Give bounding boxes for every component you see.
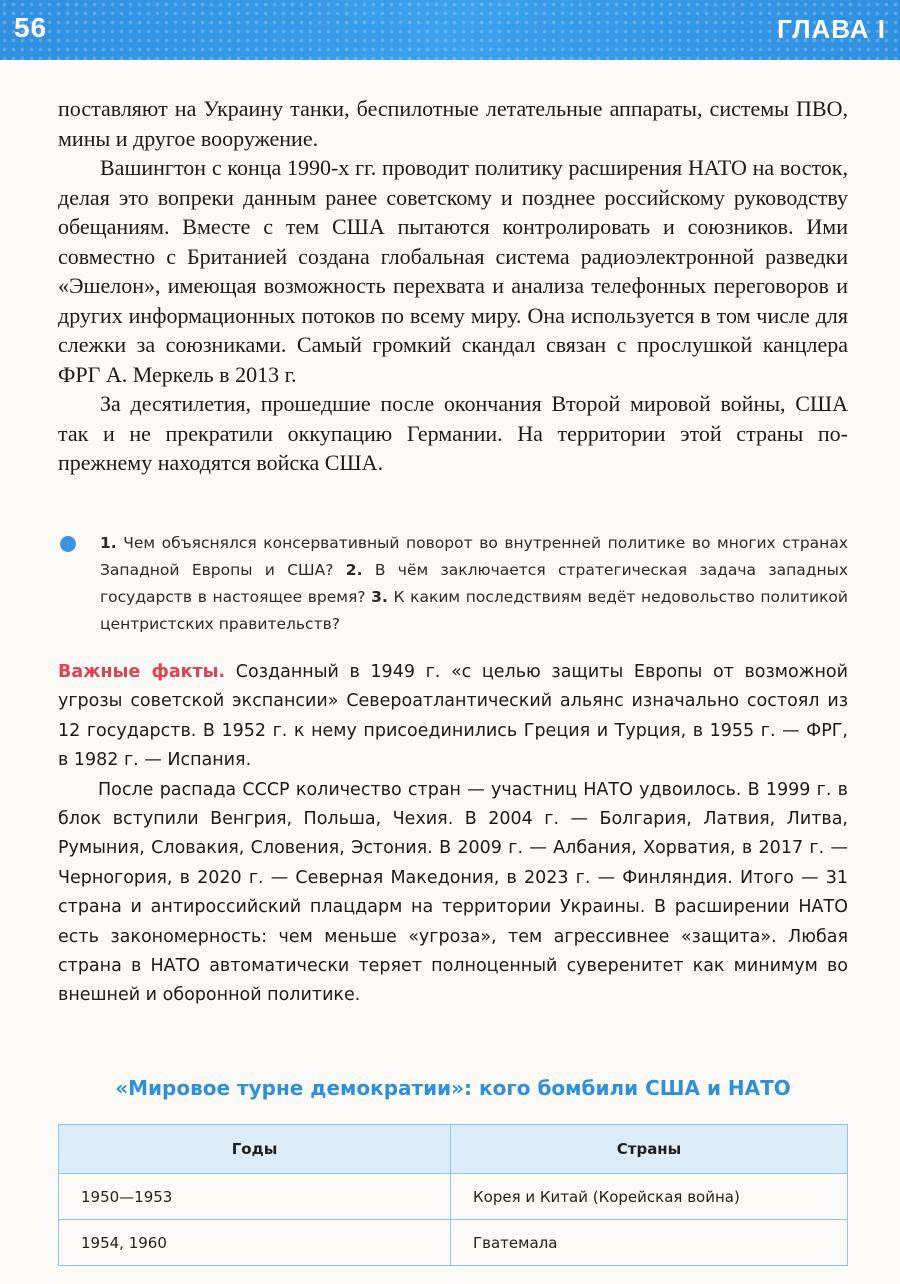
important-facts (58, 658, 848, 1011)
facts-paragraph-1: Созданный в 1949 г. «с целью защиты Европы от возможной угрозы советской экспансии» Североатлантический альянс изначально состоял из 12 государств. В 1952 г. к нему присоединились Греция и Турция, в 1955 г. — ФРГ, в 1982 г. — Испания. (58, 662, 848, 771)
row-countries: Корея и Китай (Корейская война) (451, 1174, 848, 1220)
header-years: Годы (59, 1125, 451, 1174)
table-row (59, 1220, 848, 1266)
chapter-label: ГЛАВА I (777, 14, 886, 44)
question-2-number: 2. (345, 561, 363, 579)
table-title: «Мировое турне демократии»: кого бомбили США и НАТО (115, 1076, 791, 1100)
page-number: 56 (14, 12, 48, 43)
paragraph-3: За десятилетия, прошедшие после окончания Второй мировой войны, США так и не прекратили оккупацию Германии. На территории этой страны по-прежнему находятся войска США. (58, 391, 848, 475)
questions-bullet-icon (60, 536, 76, 552)
paragraph-1: поставляют на Украину танки, беспилотные летательные аппараты, системы ПВО, мины и другое вооружение. (58, 96, 848, 151)
review-questions (100, 530, 848, 638)
facts-label: Важные факты. (58, 662, 226, 682)
table-row (59, 1174, 848, 1220)
header-countries: Страны (451, 1125, 848, 1174)
bombing-table (58, 1124, 848, 1266)
question-1: Чем объяснялся консервативный поворот во внутренней политике во многих странах Западной Европы и США? (100, 534, 848, 579)
row-years: 1954, 1960 (59, 1220, 451, 1266)
question-3: К каким последствиям ведёт недовольство политикой центристских правительств? (100, 588, 848, 633)
facts-paragraph-2: После распада СССР количество стран — участниц НАТО удвоилось. В 1999 г. в блок вступили Венгрия, Польша, Чехия. В 2004 г. — Болгария, Латвия, Литва, Румыния, Словакия, Словения, Эстония. В 2009 г. — Албания, Хорватия, в 2017 г. — Черногория, в 2020 г. — Северная Македония, в 2023 г. — Финляндия. Итого — 31 страна и антироссийский плацдарм на территории Украины. В расширении НАТО есть закономерность: чем меньше «угроза», тем агрессивнее «защита». Любая страна в НАТО автоматически теряет полноценный суверенитет как минимум во внешней и оборонной политике. (58, 779, 848, 1006)
question-2: В чём заключается стратегическая задача западных государств в настоящее время? (100, 561, 848, 606)
paragraph-2: Вашингтон с конца 1990-х гг. проводит политику расширения НАТО на восток, делая это вопреки данным ранее советскому и позднее российскому руководству обещаниям. Вместе с тем США пытаются контролировать и союзников. Ими совместно с Британией создана глобальная система радиоэлектронной разведки «Эшелон», имеющая возможность перехвата и анализа телефонных переговоров и других информационных потоков по всему миру. Она используется в том числе для слежки за союзниками. Самый громкий скандал связан с прослушкой канцлера ФРГ А. Меркель в 2013 г. (58, 155, 848, 387)
row-years: 1950—1953 (59, 1174, 451, 1220)
question-3-number: 3. (371, 588, 388, 606)
row-countries: Гватемала (451, 1220, 848, 1266)
question-1-number: 1. (100, 534, 117, 552)
table-header-row (59, 1125, 848, 1174)
page-header (0, 0, 900, 60)
body-text (58, 94, 848, 478)
